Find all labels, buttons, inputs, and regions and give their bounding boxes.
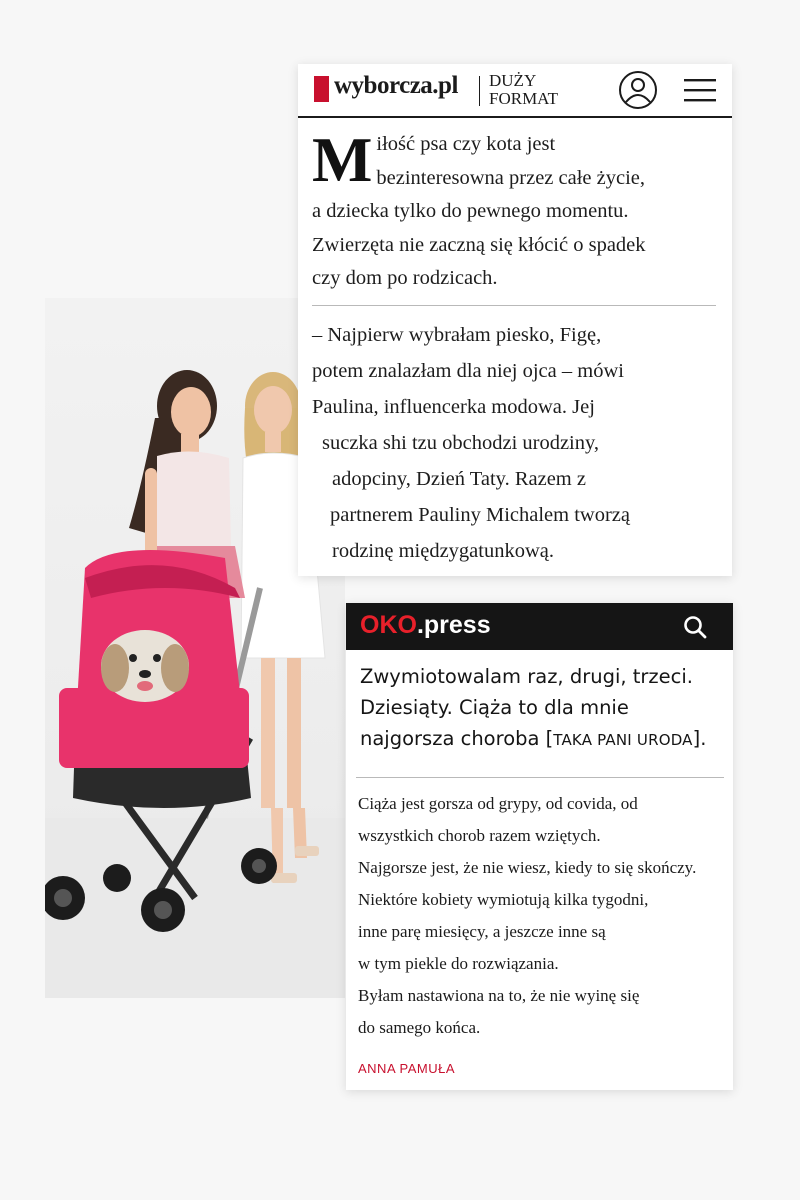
- article-lead: [312, 124, 720, 296]
- body-line: suczka shi tzu obchodzi urodziny,: [322, 432, 600, 454]
- search-icon[interactable]: [682, 614, 708, 640]
- body-line: adopciny, Dzień Taty. Razem z: [332, 468, 586, 490]
- body-line: potem znalazłam dla niej ojca – mówi: [312, 360, 624, 382]
- headline-line: Dziesiąty. Ciąża to dla mnie: [360, 696, 629, 719]
- headline-line: [360, 723, 730, 756]
- body-line: inne parę miesięcy, a jeszcze inne są: [358, 922, 606, 941]
- lead-line: bezinteresowna przez całe życie,: [376, 166, 646, 189]
- article-body: [312, 317, 722, 569]
- hamburger-menu-icon[interactable]: [684, 78, 716, 102]
- headline-line: Zwymiotowalam raz, drugi, trzeci.: [360, 665, 694, 688]
- wyborcza-logo-mark: [314, 76, 329, 102]
- author-name[interactable]: ANNA PAMUŁA: [358, 1061, 456, 1076]
- lead-line: Zwierzęta nie zaczną się kłócić o spadek: [312, 233, 646, 256]
- body-line: Ciąża jest gorsza od grypy, od covida, od: [358, 794, 638, 813]
- header-divider: [479, 76, 480, 106]
- body-line: do samego końca.: [358, 1018, 481, 1037]
- lead-line: iłość psa czy kota jest: [376, 133, 556, 155]
- drop-cap: M: [312, 124, 373, 195]
- headline-end: ].: [692, 727, 707, 750]
- article-headline[interactable]: [360, 661, 730, 756]
- okopress-article-card: [346, 603, 733, 1090]
- okopress-header: [346, 603, 733, 650]
- headline-text: najgorsza choroba [: [360, 727, 554, 750]
- lead-line: czy dom po rodzicach.: [312, 267, 498, 289]
- wyborcza-logo[interactable]: wyborcza.pl: [334, 72, 458, 99]
- logo-oko: OKO: [360, 611, 417, 639]
- body-line: rodzinę międzygatunkową.: [332, 540, 555, 562]
- body-line: Najgorsze jest, że nie wiesz, kiedy to się skończy.: [358, 858, 697, 877]
- body-line: Niektóre kobiety wymiotują kilka tygodni,: [358, 890, 649, 909]
- body-line: Paulina, influencerka modowa. Jej: [312, 396, 595, 418]
- body-line: wszystkich chorob razem wziętych.: [358, 826, 601, 845]
- wyborcza-article-card: [298, 64, 732, 576]
- body-line: – Najpierw wybrałam piesko, Figę,: [312, 324, 602, 346]
- section-name-line1: DUŻY: [489, 71, 537, 90]
- body-line: partnerem Pauliny Michalem tworzą: [330, 504, 630, 526]
- lead-line: a dziecka tylko do pewnego momentu.: [312, 200, 629, 222]
- okopress-logo[interactable]: [360, 611, 491, 640]
- user-icon[interactable]: [618, 70, 658, 110]
- wyborcza-header: [298, 64, 732, 118]
- category-tag[interactable]: TAKA PANI URODA: [553, 731, 693, 749]
- section-name-line2: FORMAT: [489, 89, 558, 108]
- article-separator: [356, 777, 724, 778]
- logo-press: .press: [416, 611, 491, 639]
- article-separator: [312, 305, 716, 306]
- article-body: [358, 788, 730, 1044]
- body-line: w tym piekle do rozwiązania.: [358, 954, 559, 973]
- body-line: Byłam nastawiona na to, że nie wyinę się: [358, 986, 640, 1005]
- section-name[interactable]: [489, 72, 579, 108]
